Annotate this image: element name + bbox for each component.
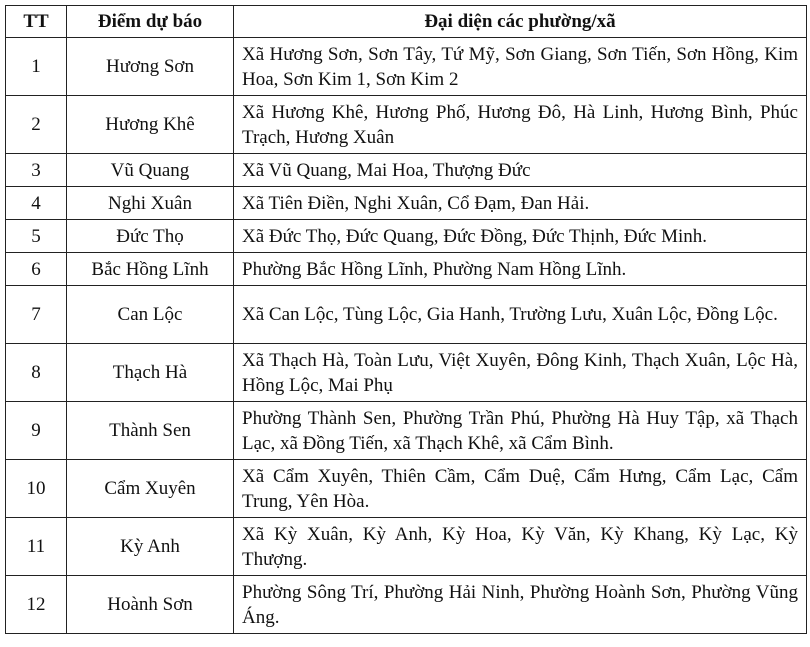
forecast-points-table <box>5 5 807 634</box>
table-row <box>6 154 807 187</box>
forecast-point: Thành Sen <box>67 402 234 460</box>
row-number: 2 <box>6 96 67 154</box>
row-number: 9 <box>6 402 67 460</box>
table-row <box>6 576 807 634</box>
forecast-point: Cẩm Xuyên <box>67 460 234 518</box>
forecast-point: Bắc Hồng Lĩnh <box>67 253 234 286</box>
representative-areas: Xã Vũ Quang, Mai Hoa, Thượng Đức <box>234 154 807 187</box>
row-number: 10 <box>6 460 67 518</box>
representative-areas: Xã Cẩm Xuyên, Thiên Cầm, Cẩm Duệ, Cẩm Hưng, Cẩm Lạc, Cẩm Trung, Yên Hòa. <box>234 460 807 518</box>
representative-areas: Xã Tiên Điền, Nghi Xuân, Cổ Đạm, Đan Hải. <box>234 187 807 220</box>
header-tt: TT <box>6 6 67 38</box>
forecast-point: Nghi Xuân <box>67 187 234 220</box>
representative-areas: Xã Hương Khê, Hương Phố, Hương Đô, Hà Linh, Hương Bình, Phúc Trạch, Hương Xuân <box>234 96 807 154</box>
representative-areas: Phường Bắc Hồng Lĩnh, Phường Nam Hồng Lĩnh. <box>234 253 807 286</box>
table-row <box>6 286 807 344</box>
representative-areas: Xã Kỳ Xuân, Kỳ Anh, Kỳ Hoa, Kỳ Văn, Kỳ Khang, Kỳ Lạc, Kỳ Thượng. <box>234 518 807 576</box>
row-number: 6 <box>6 253 67 286</box>
row-number: 8 <box>6 344 67 402</box>
table-row <box>6 220 807 253</box>
table-header-row <box>6 6 807 38</box>
row-number: 4 <box>6 187 67 220</box>
table-row <box>6 402 807 460</box>
table-row <box>6 460 807 518</box>
representative-areas: Phường Sông Trí, Phường Hải Ninh, Phường Hoành Sơn, Phường Vũng Áng. <box>234 576 807 634</box>
forecast-point: Vũ Quang <box>67 154 234 187</box>
forecast-point: Thạch Hà <box>67 344 234 402</box>
forecast-point: Can Lộc <box>67 286 234 344</box>
representative-areas: Xã Hương Sơn, Sơn Tây, Tứ Mỹ, Sơn Giang, Sơn Tiến, Sơn Hồng, Kim Hoa, Sơn Kim 1, Sơn Kim 2 <box>234 38 807 96</box>
forecast-point: Đức Thọ <box>67 220 234 253</box>
forecast-point: Kỳ Anh <box>67 518 234 576</box>
forecast-point: Hoành Sơn <box>67 576 234 634</box>
representative-areas: Xã Đức Thọ, Đức Quang, Đức Đồng, Đức Thịnh, Đức Minh. <box>234 220 807 253</box>
header-representative-areas: Đại diện các phường/xã <box>234 6 807 38</box>
table-row <box>6 518 807 576</box>
row-number: 11 <box>6 518 67 576</box>
table-row <box>6 187 807 220</box>
row-number: 5 <box>6 220 67 253</box>
table-row <box>6 253 807 286</box>
row-number: 3 <box>6 154 67 187</box>
row-number: 7 <box>6 286 67 344</box>
row-number: 12 <box>6 576 67 634</box>
table-row <box>6 96 807 154</box>
representative-areas: Xã Thạch Hà, Toàn Lưu, Việt Xuyên, Đông Kinh, Thạch Xuân, Lộc Hà, Hồng Lộc, Mai Phụ <box>234 344 807 402</box>
table-row <box>6 38 807 96</box>
forecast-point: Hương Sơn <box>67 38 234 96</box>
table-row <box>6 344 807 402</box>
forecast-point: Hương Khê <box>67 96 234 154</box>
representative-areas: Phường Thành Sen, Phường Trần Phú, Phường Hà Huy Tập, xã Thạch Lạc, xã Đồng Tiến, xã Thạch Khê, xã Cẩm Bình. <box>234 402 807 460</box>
representative-areas: Xã Can Lộc, Tùng Lộc, Gia Hanh, Trường Lưu, Xuân Lộc, Đồng Lộc. <box>234 286 807 344</box>
header-forecast-point: Điểm dự báo <box>67 6 234 38</box>
row-number: 1 <box>6 38 67 96</box>
